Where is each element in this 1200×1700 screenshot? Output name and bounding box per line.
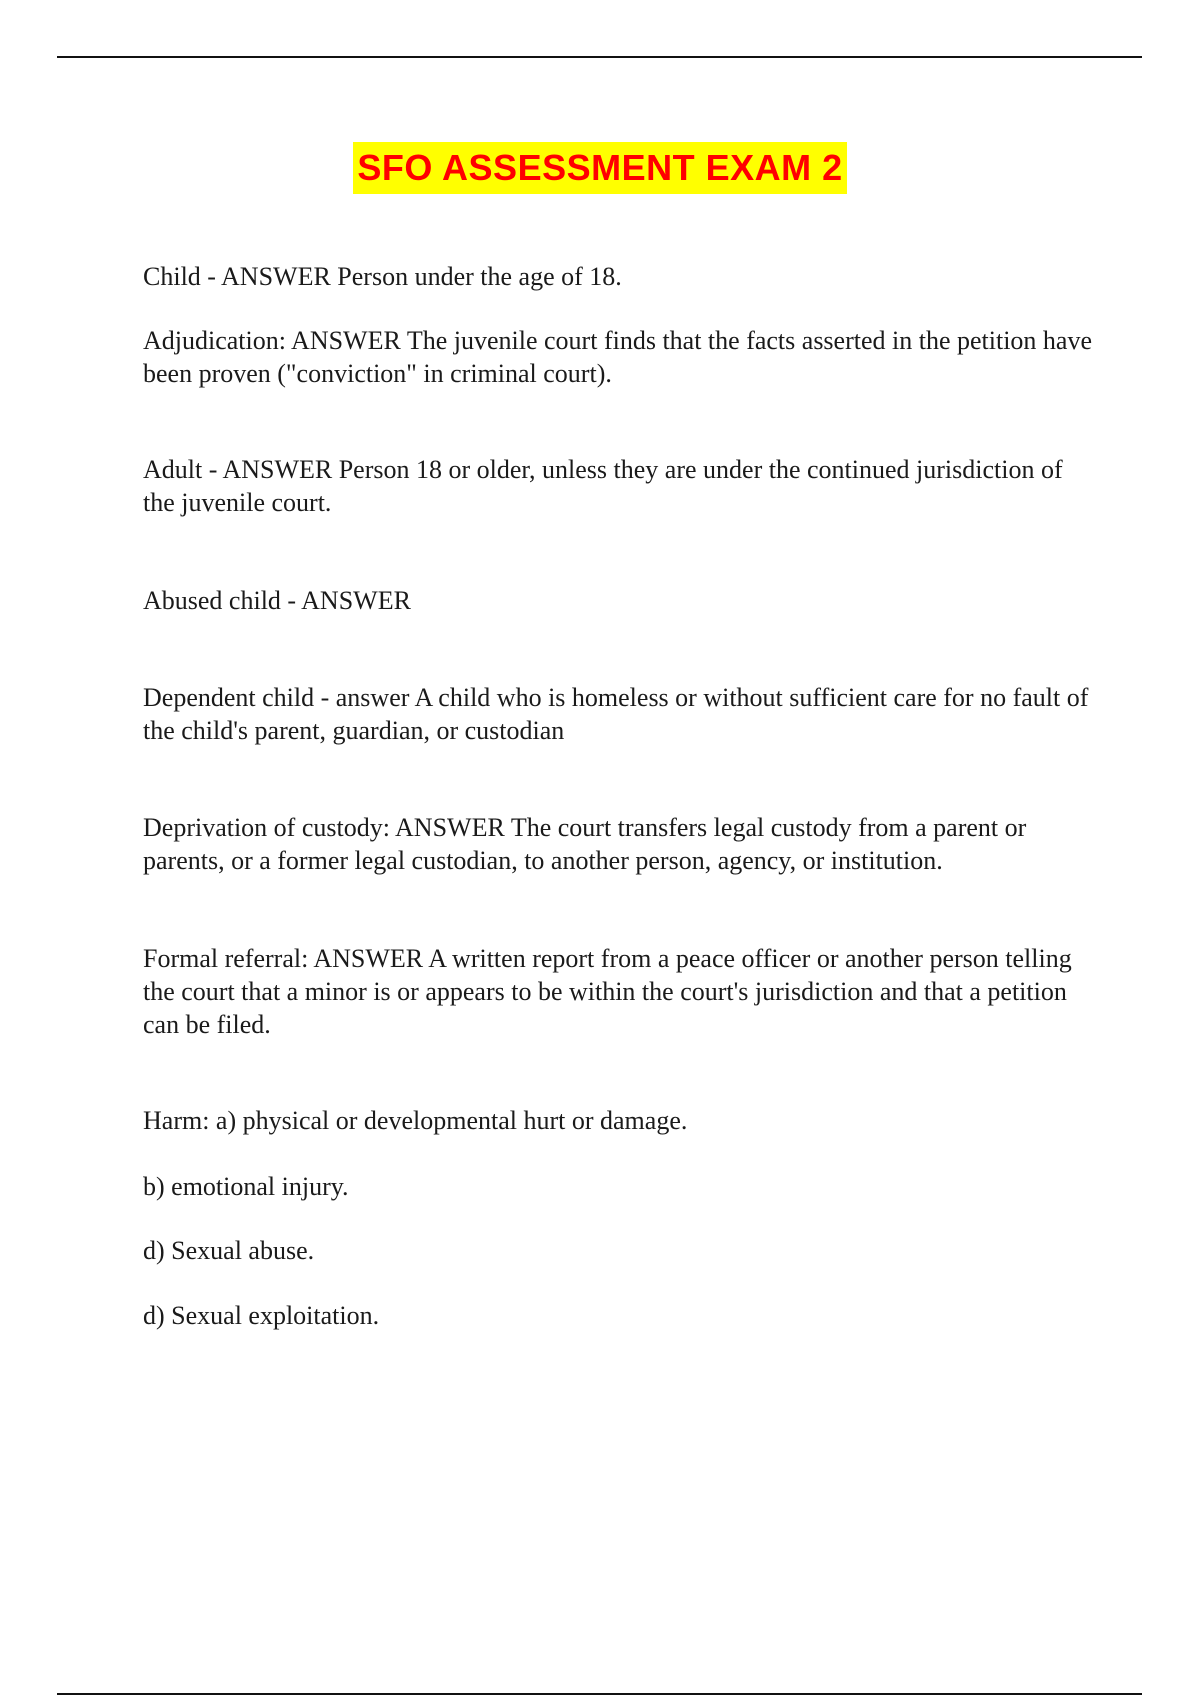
entry-adult: Adult - ANSWER Person 18 or older, unless they are under the continued jurisdiction of the juvenile court.: [143, 455, 1063, 517]
top-rule: [57, 56, 1142, 58]
entry-harm-d-exploitation: d) Sexual exploitation.: [143, 1301, 380, 1330]
entry-formal-referral: Formal referral: ANSWER A written report from a peace officer or another person telling the court that a minor is or appears to be within the court's jurisdiction and that a petition can be filed.: [143, 944, 1072, 1039]
bottom-rule: [57, 1693, 1142, 1695]
entry-deprivation-of-custody: Deprivation of custody: ANSWER The court transfers legal custody from a parent or parents, or a former legal custodian, to another person, agency, or institution.: [143, 813, 1027, 875]
entry-harm-b: b) emotional injury.: [143, 1172, 349, 1201]
document-title: SFO ASSESSMENT EXAM 2: [353, 142, 846, 194]
title-container: [0, 142, 1200, 194]
entry-abused-child: Abused child - ANSWER: [143, 586, 411, 615]
entry-child: Child - ANSWER Person under the age of 18.: [143, 262, 622, 291]
entry-adjudication: Adjudication: ANSWER The juvenile court finds that the facts asserted in the petition have been proven ("conviction" in criminal court).: [143, 326, 1093, 388]
entry-dependent-child: Dependent child - answer A child who is homeless or without sufficient care for no fault of the child's parent, guardian, or custodian: [143, 683, 1089, 745]
entry-harm-a: Harm: a) physical or developmental hurt or damage.: [143, 1106, 688, 1135]
entry-harm-d-abuse: d) Sexual abuse.: [143, 1236, 315, 1265]
